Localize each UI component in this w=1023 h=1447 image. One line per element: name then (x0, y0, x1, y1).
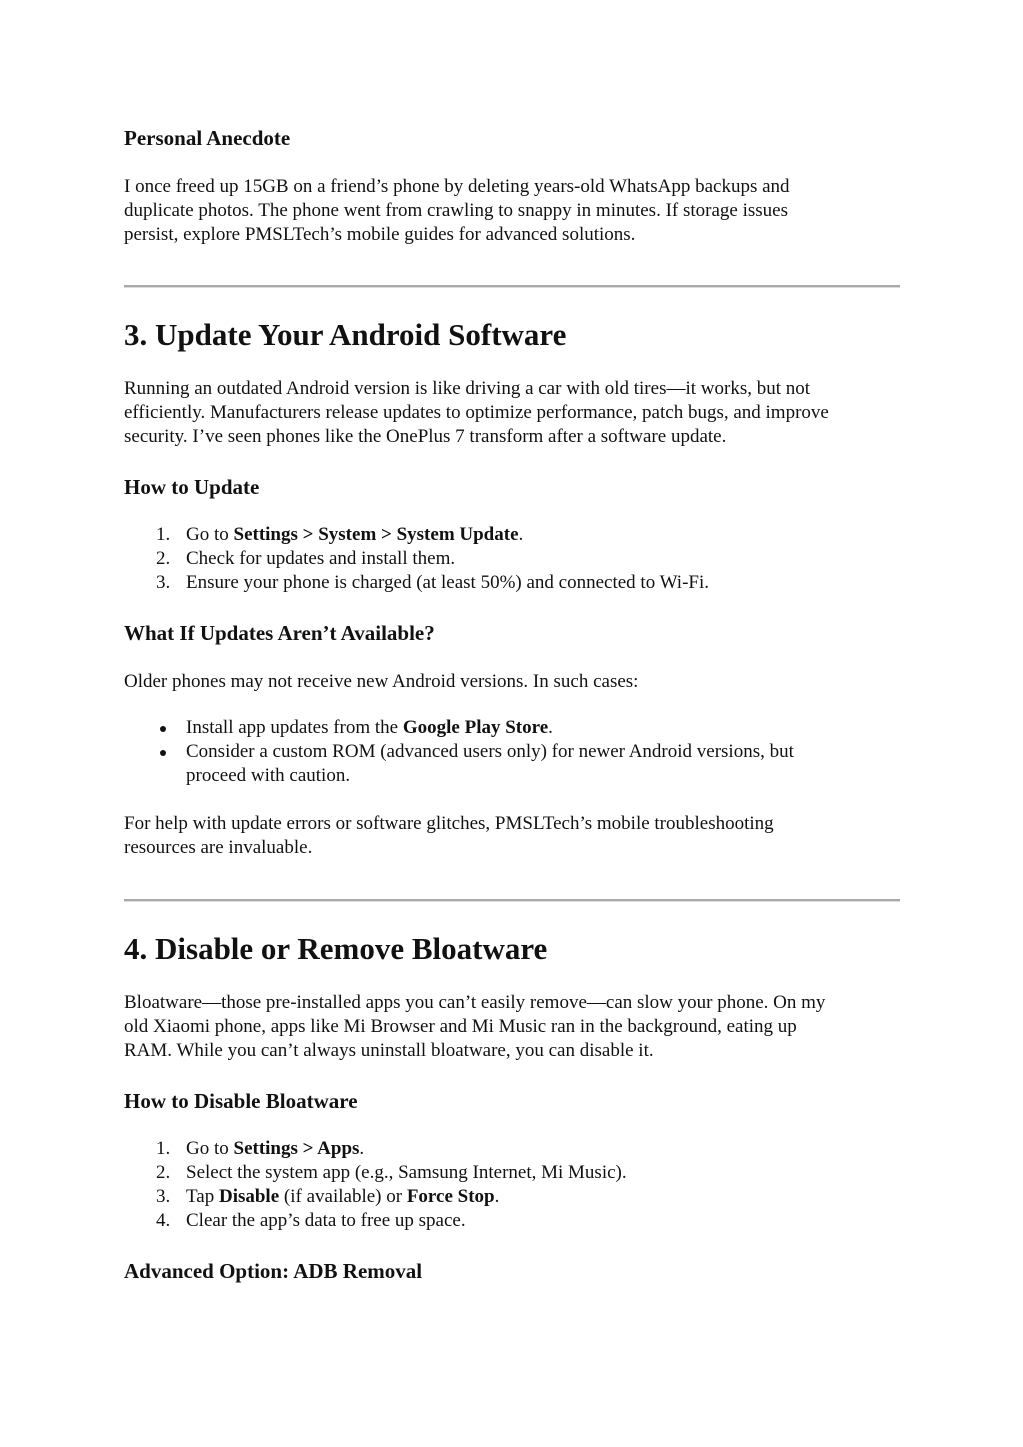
step-text: Go to (186, 524, 234, 545)
step-text: . (494, 1186, 500, 1207)
step-text: . (518, 524, 524, 545)
step-text: Check for updates and install them. (186, 548, 456, 569)
step-number: 2. (156, 548, 171, 569)
anecdote-line: duplicate photos. The phone went from crawling to snappy in minutes. If storage issues (124, 200, 788, 221)
list-item (124, 740, 900, 788)
bullet-bold-text: Google Play Store (402, 717, 549, 738)
list-item (124, 523, 900, 547)
step-number: 1. (156, 1138, 171, 1159)
step-text: (if available) or (279, 1186, 407, 1207)
step-bold-text: Settings > System > System Update (233, 524, 519, 545)
update-steps-list (124, 523, 900, 595)
step-bold-text: Force Stop (406, 1186, 495, 1207)
list-item (124, 1209, 900, 1233)
bloatware-section-heading: 4. Disable or Remove Bloatware (124, 931, 548, 966)
step-number: 2. (156, 1162, 171, 1183)
paragraph-line: For help with update errors or software glitches, PMSLTech’s mobile troubleshooting (124, 813, 774, 834)
paragraph-line: resources are invaluable. (124, 837, 313, 858)
how-to-update-heading: How to Update (124, 475, 260, 499)
bloatware-intro-line: Bloatware—those pre-installed apps you can’t easily remove—can slow your phone. On my (124, 992, 826, 1013)
step-number: 3. (156, 572, 171, 593)
bullet-text: Install app updates from the (186, 717, 403, 738)
update-help-paragraph (124, 812, 900, 860)
updates-unavailable-paragraph (124, 670, 900, 694)
bloatware-intro-line: RAM. While you can’t always uninstall bloatware, you can disable it. (124, 1040, 654, 1061)
anecdote-line: persist, explore PMSLTech’s mobile guides for advanced solutions. (124, 224, 636, 245)
list-item (124, 571, 900, 595)
step-text: Tap (186, 1186, 219, 1207)
bloatware-steps-list (124, 1137, 900, 1233)
update-intro-line: security. I’ve seen phones like the OnePlus 7 transform after a software update. (124, 426, 727, 447)
update-intro-line: Running an outdated Android version is like driving a car with old tires—it works, but not (124, 378, 811, 399)
bullet-icon (160, 750, 166, 756)
anecdote-paragraph (124, 175, 900, 247)
update-section-heading: 3. Update Your Android Software (124, 317, 567, 352)
list-item (124, 1137, 900, 1161)
step-text: Go to (186, 1138, 234, 1159)
update-alternatives-list (124, 716, 900, 788)
step-number: 1. (156, 524, 171, 545)
list-item (124, 1185, 900, 1209)
step-number: 3. (156, 1186, 171, 1207)
update-intro-line: efficiently. Manufacturers release updates to optimize performance, patch bugs, and improve (124, 402, 829, 423)
step-text: Ensure your phone is charged (at least 50%) and connected to Wi-Fi. (186, 572, 709, 593)
list-item (124, 1161, 900, 1185)
step-bold-text: Disable (218, 1186, 280, 1207)
bullet-icon (160, 726, 166, 732)
step-number: 4. (156, 1210, 171, 1231)
anecdote-line: I once freed up 15GB on a friend’s phone by deleting years-old WhatsApp backups and (124, 176, 790, 197)
update-intro-paragraph (124, 377, 900, 449)
step-text: Select the system app (e.g., Samsung Internet, Mi Music). (186, 1162, 627, 1183)
adb-removal-heading: Advanced Option: ADB Removal (124, 1259, 423, 1283)
bullet-text: . (548, 717, 553, 738)
step-text: . (359, 1138, 365, 1159)
paragraph-line: Older phones may not receive new Android versions. In such cases: (124, 671, 639, 692)
how-to-disable-heading: How to Disable Bloatware (124, 1089, 358, 1113)
list-item (124, 716, 900, 740)
updates-unavailable-heading: What If Updates Aren’t Available? (124, 621, 435, 645)
bullet-text: Consider a custom ROM (advanced users only) for newer Android versions, but (186, 741, 794, 762)
list-item (124, 547, 900, 571)
bullet-text: proceed with caution. (186, 765, 351, 786)
bloatware-intro-line: old Xiaomi phone, apps like Mi Browser and Mi Music ran in the background, eating up (124, 1016, 797, 1037)
anecdote-heading: Personal Anecdote (124, 126, 291, 150)
section-divider (124, 899, 900, 902)
step-bold-text: Settings > Apps (233, 1138, 360, 1159)
step-text: Clear the app’s data to free up space. (186, 1210, 466, 1231)
bloatware-intro-paragraph (124, 991, 900, 1063)
section-divider (124, 285, 900, 288)
